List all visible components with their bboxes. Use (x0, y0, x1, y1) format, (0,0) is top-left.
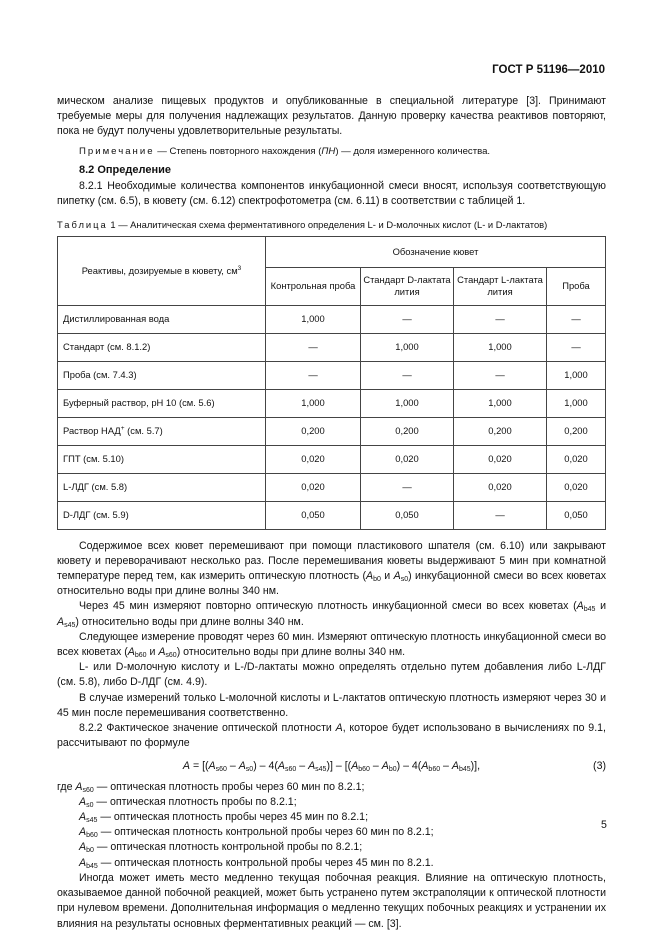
table-row (58, 501, 606, 529)
text-run: ) относительно воды при длине волны 340 нм. (176, 646, 406, 659)
where-item (57, 856, 606, 871)
reagent-name (58, 305, 266, 333)
subscript: s45 (86, 817, 98, 825)
subscript: b60 (358, 766, 370, 774)
text-run: Таблица (57, 219, 108, 231)
formula-expression (183, 760, 480, 772)
section-title: 8.2 Определение (79, 163, 171, 176)
volume-cell: 0,020 (266, 473, 361, 501)
italic-symbol: A (238, 760, 246, 773)
note (57, 144, 606, 159)
italic-symbol: A (79, 811, 87, 824)
volume-cell: — (454, 305, 547, 333)
table-row (58, 473, 606, 501)
text-run: и (146, 646, 159, 659)
volume-cell: — (266, 361, 361, 389)
italic-symbol: A (208, 760, 216, 773)
reagent-table (57, 236, 606, 530)
text-run: — оптическая плотность контрольной пробы через 45 мин по 8.2.1. (97, 856, 434, 869)
volume-cell: 0,200 (547, 417, 606, 445)
final-paragraph (57, 871, 606, 932)
italic-symbol: A (79, 795, 87, 808)
text-run: — оптическая плотность пробы через 60 мин по 8.2.1; (93, 780, 365, 793)
formula-number: (3) (593, 760, 606, 773)
text-run: – (369, 760, 382, 773)
volume-cell: 1,000 (361, 333, 454, 361)
volume-cell: 1,000 (547, 361, 606, 389)
italic-symbol: A (79, 841, 87, 854)
reagent-label: Дистиллированная вода (63, 313, 170, 325)
where-item (57, 810, 606, 825)
text-run: L- или D-молочную кислоту и L-/D-лактаты можно определять отдельно путем добавления либо L-ЛДГ (см. 5.8), либо D-ЛДГ (см. 4.9). (57, 661, 606, 689)
text-run: Следующее измерение проводят через 60 мин. Измеряют оптическую плотность инкубационной смеси во всех кюветах ( (57, 630, 606, 659)
text-run: – (296, 760, 309, 773)
paragraph (57, 599, 606, 629)
text-run: = [( (190, 760, 209, 773)
reagent-name (58, 361, 266, 389)
volume-cell: 0,020 (547, 445, 606, 473)
subscript: s45 (315, 766, 327, 774)
text-run: 1 — Аналитическая схема ферментативного определения L- и D-молочных кислот (L- и D-лактатов) (107, 219, 548, 231)
text-run: и (595, 600, 606, 613)
volume-cell: 0,050 (361, 501, 454, 529)
page-body (57, 94, 606, 932)
italic-symbol: A (158, 646, 166, 659)
col-header: Стандарт L-лактата лития (454, 267, 547, 305)
where-item (57, 795, 606, 810)
italic-symbol: A (335, 722, 343, 735)
intro-paragraph (57, 94, 606, 140)
table-row (58, 361, 606, 389)
italic-symbol: A (75, 780, 83, 793)
italic-symbol: ПН (321, 145, 336, 157)
reagent-header-sup: 3 (237, 264, 242, 272)
volume-cell: 0,200 (454, 417, 547, 445)
col-header: Контрольная проба (266, 267, 361, 305)
subscript: b0 (388, 766, 397, 774)
reagent-label: Буферный раствор, pH 10 (см. 5.6) (63, 397, 215, 409)
subscript: b60 (428, 766, 441, 774)
text-run: – (226, 760, 239, 773)
volume-cell: 0,020 (266, 445, 361, 473)
subscript: s0 (86, 801, 94, 809)
text-run: — оптическая плотность контрольной пробы через 60 мин по 8.2.1; (97, 826, 434, 839)
col-header: Стандарт D-лактата лития (361, 267, 454, 305)
volume-cell: 1,000 (547, 389, 606, 417)
text-run: )], (470, 760, 481, 773)
text-run: ) – 4( (396, 760, 422, 773)
subscript: s0 (400, 576, 409, 584)
reagent-name (58, 501, 266, 529)
text-run: Через 45 мин измеряют повторно оптическую плотность инкубационной смеси во всех кюветах ( (79, 600, 577, 613)
text-run: Примечание (79, 145, 155, 157)
table-row (58, 389, 606, 417)
text-run: ) относительно воды при длине волны 340 нм. (75, 615, 304, 628)
reagent-header-text: Реактивы, дозируемые в кювету, см (81, 264, 238, 276)
text-run: 8.2.2 Фактическое значение оптической плотности (79, 722, 336, 735)
reagent-label: ГПТ (см. 5.10) (63, 453, 124, 465)
text-run: — оптическая плотность пробы по 8.2.1; (93, 795, 297, 808)
group-header: Обозначение кювет (266, 236, 606, 267)
table-caption (57, 217, 606, 232)
volume-cell: — (266, 333, 361, 361)
volume-cell: 0,050 (266, 501, 361, 529)
text-run: – (440, 760, 452, 773)
subscript: s60 (215, 766, 227, 774)
subscript: s60 (285, 766, 297, 774)
italic-symbol: A (308, 760, 316, 773)
text-run: )] – [( (326, 760, 352, 773)
text-run: — оптическая плотность пробы через 45 мин по 8.2.1; (97, 811, 369, 824)
text-run: , которое будет использовано в вычислениях по 9.1, рассчитывают по формуле (57, 722, 606, 750)
volume-cell: 1,000 (454, 389, 547, 417)
paragraph (57, 660, 606, 690)
italic-symbol: A (451, 760, 459, 773)
paragraph (57, 721, 606, 751)
reagent-label: D-ЛДГ (см. 5.9) (63, 509, 129, 521)
volume-cell: 1,000 (361, 389, 454, 417)
reagent-label: Раствор НАД (63, 425, 121, 437)
reagent-name (58, 389, 266, 417)
reagent-name (58, 473, 266, 501)
reagent-label: Проба (см. 7.4.3) (63, 369, 137, 381)
paragraphs (57, 539, 606, 752)
table-row (58, 305, 606, 333)
text-run: ) — доля измеренного количества. (335, 145, 491, 157)
volume-cell: 0,050 (547, 501, 606, 529)
reagent-label-ref: (см. 5.7) (124, 425, 163, 437)
paragraph (57, 630, 606, 660)
volume-cell: 1,000 (266, 389, 361, 417)
table-row (58, 333, 606, 361)
formula (57, 759, 606, 774)
volume-cell: 0,200 (266, 417, 361, 445)
italic-symbol: A (79, 826, 87, 839)
italic-symbol: A (182, 760, 190, 773)
reagent-sup: + (120, 425, 125, 432)
italic-symbol: A (366, 570, 374, 583)
volume-cell: — (454, 361, 547, 389)
where-item (57, 780, 606, 795)
subscript: b45 (458, 766, 471, 774)
subscript: b60 (86, 832, 98, 840)
document-code: ГОСТ Р 51196—2010 (492, 64, 605, 76)
reagent-label: Стандарт (см. 8.1.2) (63, 341, 151, 353)
italic-symbol: A (393, 570, 401, 583)
italic-symbol: A (127, 646, 135, 659)
subscript: s0 (245, 766, 254, 774)
italic-symbol: A (576, 600, 584, 613)
col-header: Проба (547, 267, 606, 305)
table-row (58, 445, 606, 473)
text-run: ) – 4( (253, 760, 278, 773)
volume-cell: — (361, 361, 454, 389)
text-run: где (57, 780, 76, 793)
subscript: s45 (64, 621, 76, 629)
subscript: b60 (134, 652, 147, 660)
where-item (57, 825, 606, 840)
reagent-header (58, 236, 266, 305)
where-item (57, 840, 606, 855)
text-run: мическом анализе пищевых продуктов и опубликованные в специальной литературе [3]. Принимают требуемые меры для получения надлежащих результатов. Данную проверку качества реактивов повторяют, пока не будут получены удовлетворительные результаты. (57, 95, 606, 138)
volume-cell: 0,020 (454, 473, 547, 501)
text-run: Иногда может иметь место медленно текущая побочная реакция. Влияние на оптическую плотность, оказываемое данной побочной реакцией, может быть устранено путем экстраполяции к оптической плотности при нулевом времени. Дополнительная информация о медленно текущих побочных реакциях и устранении их влияния на результаты основных ферментативных реакций — см. [3]. (57, 871, 606, 930)
subscript: b45 (86, 862, 98, 870)
volume-cell: 0,200 (361, 417, 454, 445)
subscript: s60 (165, 652, 177, 660)
italic-symbol: A (421, 760, 429, 773)
text-run: В случае измерений только L-молочной кислоты и L-лактатов оптическую плотность измеряют через 30 и 45 мин после перемешивания соответственно. (57, 691, 606, 719)
subscript: b45 (583, 606, 596, 614)
volume-cell: 1,000 (454, 333, 547, 361)
reagent-name (58, 333, 266, 361)
volume-cell: 0,020 (361, 445, 454, 473)
volume-cell: 1,000 (266, 305, 361, 333)
reagent-name (58, 445, 266, 473)
text-run: — Степень повторного нахождения ( (154, 145, 322, 157)
text-run: Содержимое всех кювет перемешивают при помощи пластикового шпателя (см. 6.10) или закрывают кювету и переворачивают несколько раз. После перемешивания кюветы выдерживают 5 мин при комнатной температуре перед тем, как измерить оптическую плотность ( (57, 539, 606, 583)
italic-symbol: A (277, 760, 285, 773)
text-run: — оптическая плотность контрольной пробы по 8.2.1; (93, 841, 363, 854)
volume-cell: — (547, 305, 606, 333)
paragraph (57, 691, 606, 721)
volume-cell: 0,020 (454, 445, 547, 473)
text-run: и (380, 570, 394, 583)
volume-cell: — (361, 473, 454, 501)
italic-symbol: A (57, 615, 65, 628)
paragraph-8-2-1 (57, 179, 606, 209)
text-run: 8.2.1 Необходимые количества компонентов инкубационной смеси вносят, используя соответствующую пипетку (см. 6.5), в кювету (см. 6.12) спектрофотометра (см. 6.11) в соответствии с таблицей 1. (57, 180, 606, 208)
italic-symbol: A (381, 760, 389, 773)
subscript: b0 (373, 576, 381, 584)
subscript: b0 (86, 847, 94, 855)
italic-symbol: A (79, 856, 87, 869)
reagent-label: L-ЛДГ (см. 5.8) (63, 481, 128, 493)
paragraph (57, 539, 606, 600)
volume-cell: — (361, 305, 454, 333)
table-row (58, 417, 606, 445)
text-run: ) инкубационной смеси во всех кюветах относительно воды при длине волны 340 нм. (57, 570, 607, 598)
volume-cell: 0,020 (547, 473, 606, 501)
italic-symbol: A (351, 760, 359, 773)
where-list (57, 780, 606, 871)
volume-cell: — (454, 501, 547, 529)
reagent-name (58, 417, 266, 445)
subscript: s60 (82, 786, 94, 794)
page-number: 5 (601, 819, 607, 831)
volume-cell: — (547, 333, 606, 361)
